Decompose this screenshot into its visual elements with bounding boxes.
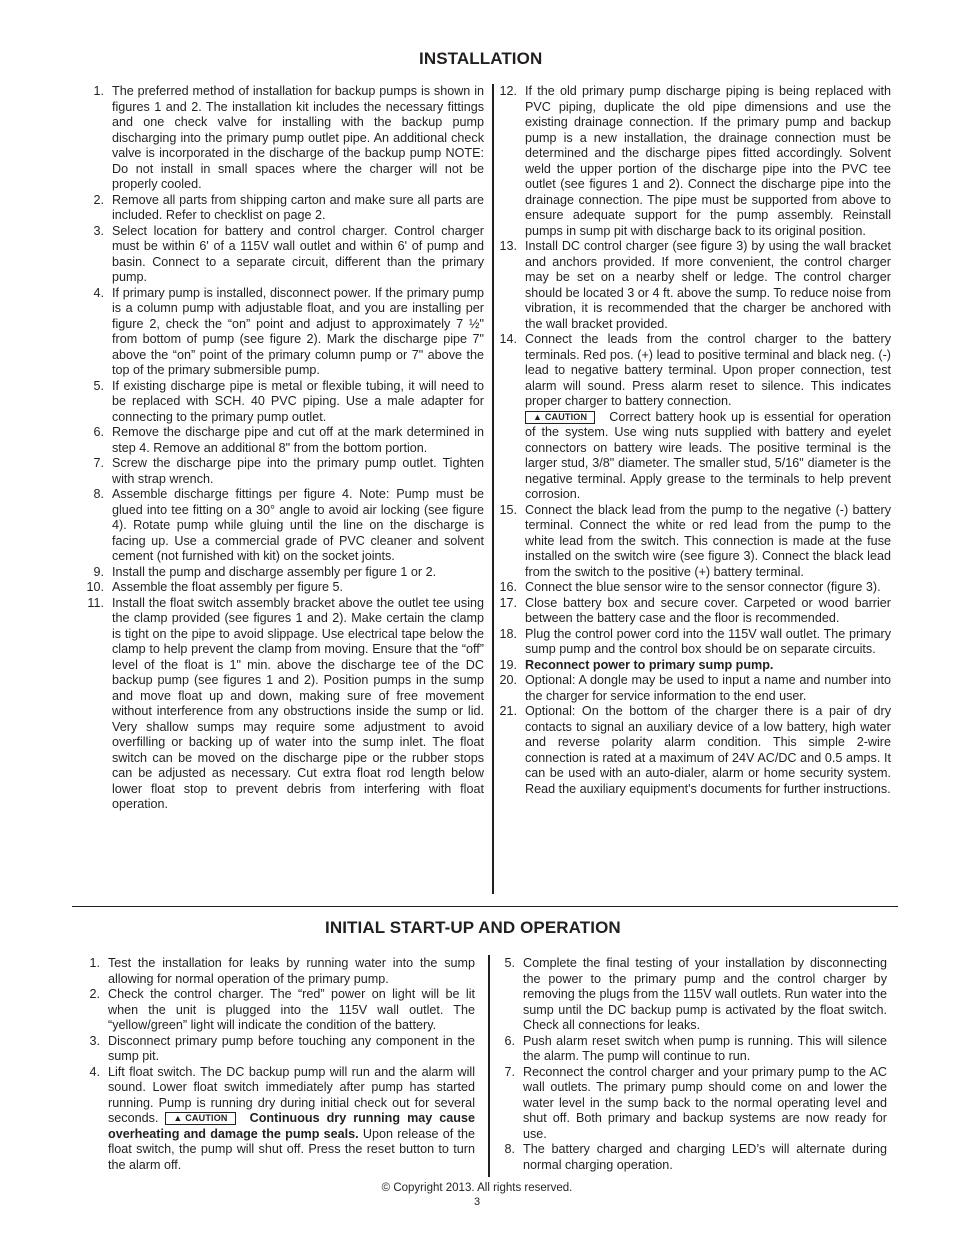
startup-right-column xyxy=(495,956,887,1173)
list-item: 10. Assemble the float assembly per figure 5. xyxy=(86,580,343,594)
list-item: 18. Plug the control power cord into the 115V wall outlet. The primary sump pump and the control box should be on separate circuits. xyxy=(499,626,891,656)
copyright-notice: © Copyright 2013. All rights reserved. xyxy=(381,1182,573,1194)
caution-badge: ▲ CAUTION xyxy=(165,1112,235,1125)
list-item: 1. Test the installation for leaks by running water into the sump allowing for normal operation of the primary pump. xyxy=(89,956,475,986)
installation-column-divider xyxy=(492,84,494,894)
list-item: 2. Remove all parts from shipping carton and make sure all parts are included. Refer to checklist on page 2. xyxy=(93,192,484,222)
list-item: 7. Screw the discharge pipe into the primary pump outlet. Tighten with strap wrench. xyxy=(93,456,484,486)
list-item: 6. Remove the discharge pipe and cut off at the mark determined in step 4. Remove an additional 8" from the bottom portion. xyxy=(93,425,484,455)
list-item: 16. Connect the blue sensor wire to the sensor connector (figure 3). xyxy=(499,580,881,594)
page-number: 3 xyxy=(473,1196,481,1208)
list-item: 3. Select location for battery and control charger. Control charger must be within 6' of a 115V wall outlet and within 6' of pump and basin. Connect to a separate circuit, different than the primary pump. xyxy=(93,223,484,284)
list-item: 4. If primary pump is installed, disconnect power. If the primary pump is a column pump with adjustable float, and you are installing per figure 2, check the “on” point and adjust to approximately 7 ½" from bottom of pump (see figure 2). Mark the discharge pipe 7" above the “on” point of the primary column pump or 7" above the top of the primary submersible pump. xyxy=(93,285,484,377)
list-item: 7. Reconnect the control charger and your primary pump to the AC wall outlets. The primary pump should come on and lower the water level in the sump back to the normal operating level and shut off. Both primary and backup systems are now ready for use. xyxy=(504,1064,887,1141)
list-item: 21. Optional: On the bottom of the charger there is a pair of dry contacts to signal an auxiliary device of a low battery, high water and reverse polarity alarm condition. This simple 2-wire connection is rated at a maximum of 24V AC/DC and 0.5 amps. It can be used with an auto-dialer, alarm or home security system. Read the auxiliary equipment's documents for further instructions. xyxy=(499,704,891,796)
list-item: 2. Check the control charger. The “red” power on light will be lit when the unit is plugged into the 115V wall outlet. The “yellow/green” light will indicate the condition of the battery. xyxy=(89,987,475,1032)
caution-badge: ▲ CAUTION xyxy=(525,411,595,424)
list-item: 3. Disconnect primary pump before touching any component in the sump pit. xyxy=(89,1033,475,1063)
installation-right-column xyxy=(497,84,891,797)
list-item: 15. Connect the black lead from the pump to the negative (-) battery terminal. Connect the white or red lead from the pump to the white lead from the switch. This connection is made at the fuse installed on the switch wire (see figure 3). Connect the black lead from the switch to the positive (+) battery terminal. xyxy=(499,502,891,579)
list-item: 13. Install DC control charger (see figure 3) by using the wall bracket and anchors provided. If more convenient, the control charger may be set on a nearby shelf or ledge. The control charger should be located 3 or 4 ft. above the sump. To reduce noise from vibration, it is recommended that the charger be anchored with the wall bracket provided. xyxy=(499,239,891,331)
installation-left-column xyxy=(84,84,484,813)
list-item: 4. Lift float switch. The DC backup pump will run and the alarm will sound. Lower float switch immediately after pump has started running. Pump is running dry during initial check out for several seconds. ▲ CAUTION Continuous dry running may cause overheating and damage the pump seals. Upon release of the float switch, the pump will shut off. Press the reset button to turn the alarm off. xyxy=(89,1064,476,1172)
list-item: 11. Install the float switch assembly bracket above the outlet tee using the clamp provided (see figures 1 and 2). Make certain the clamp is tight on the pipe to avoid slippage. Use electrical tape below the clamp to help prevent the clamp from moving. Ensure that the “off” level of the float is 1" min. above the discharge tee of the DC backup pump (see figures 1 and 2). Position pumps in the sump and move float up and down, making sure of free movement without interference from any obstructions inside the sump or lid. Very shallow sumps may require some adjustment to avoid overfilling or backing up of water into the sump inlet. The float switch can be moved on the discharge pipe or the rubber stops can be adjusted as necessary. Cut extra float rod length below lower float stop to prevent debris from interfering with float operation. xyxy=(87,595,484,811)
installation-heading: INSTALLATION xyxy=(419,49,543,68)
list-item: 1. The preferred method of installation for backup pumps is shown in figures 1 and 2. The installation kit includes the necessary fittings and one check valve for installing with the backup pump discharging into the primary pump outlet pipe. An additional check valve is incorporated in the discharge of the backup pump NOTE: Do not install in small spaces where the charger will not be properly cooled. xyxy=(93,84,484,191)
list-item: 8. Assemble discharge fittings per figure 4. Note: Pump must be glued into tee fitting on a 30° angle to avoid air locking (see figure 4). Rotate pump while gluing until the line on the discharge is facing up. Use a commercial grade of PVC cleaner and solvent cement (not furnished with kit) on the socket joints. xyxy=(93,487,484,563)
list-item: 19. Reconnect power to primary sump pump. xyxy=(499,657,774,672)
startup-heading: INITIAL START-UP AND OPERATION xyxy=(325,918,621,937)
list-item: 9. Install the pump and discharge assembly per figure 1 or 2. xyxy=(93,564,437,579)
list-item: 17. Close battery box and secure cover. Carpeted or wood barrier between the battery case and the floor is recommended. xyxy=(499,595,891,625)
list-item: 5. Complete the final testing of your installation by disconnecting the power to the primary pump and the control charger by removing the plugs from the 115V wall outlets. Run water into the sump until the DC backup pump is activated by the float switch. Check all connections for leaks. xyxy=(504,956,887,1032)
list-item: 5. If existing discharge pipe is metal or flexible tubing, it will need to be replaced with SCH. 40 PVC piping. Use a male adapter for connecting to the primary pump outlet. xyxy=(93,378,484,424)
list-item: 20. Optional: A dongle may be used to input a name and number into the charger for service information to the end user. xyxy=(499,673,891,703)
list-item: 12. If the old primary pump discharge piping is being replaced with PVC piping, duplicate the old pipe dimensions and use the existing drainage connection. If the primary pump and backup pump is a new installation, the drainage connection must be determined and the discharge pipes fitted accordingly. Solvent weld the upper portion of the discharge pipe into the PVC tee outlet (see figures 1 and 2). Connect the discharge pipe into the drainage connection. The pipe must be supported from above to ensure adequate support for the pump assembly. Reinstall pumps in sump pit with discharge back to its original position. xyxy=(499,84,891,238)
warning-triangle-icon: ▲ xyxy=(533,411,543,422)
startup-column-divider xyxy=(488,955,490,1177)
list-item: 6. Push alarm reset switch when pump is running. This will silence the alarm. The pump will continue to run. xyxy=(504,1033,887,1063)
list-item: 8. The battery charged and charging LED’s will alternate during normal charging operation. xyxy=(504,1142,887,1172)
startup-left-column xyxy=(80,956,475,1173)
warning-triangle-icon: ▲ xyxy=(173,1113,183,1123)
list-item: 14. Connect the leads from the control charger to the battery terminals. Red pos. (+) lead to positive terminal and black neg. (-) lead to negative battery terminal. Upon proper connection, test alarm will sound. Press alarm reset to silence. This indicates proper charger to battery connection. ▲ CAUTION Correct battery hook up is essential for operation of the system. Use wing nuts supplied with battery and eyelet connectors on battery wire leads. The positive terminal is the larger stud, 3/8" diameter. The smaller stud, 5/16" diameter is the negative terminal. Apply grease to the terminals to help prevent corrosion. xyxy=(499,332,891,501)
section-divider xyxy=(72,906,898,907)
